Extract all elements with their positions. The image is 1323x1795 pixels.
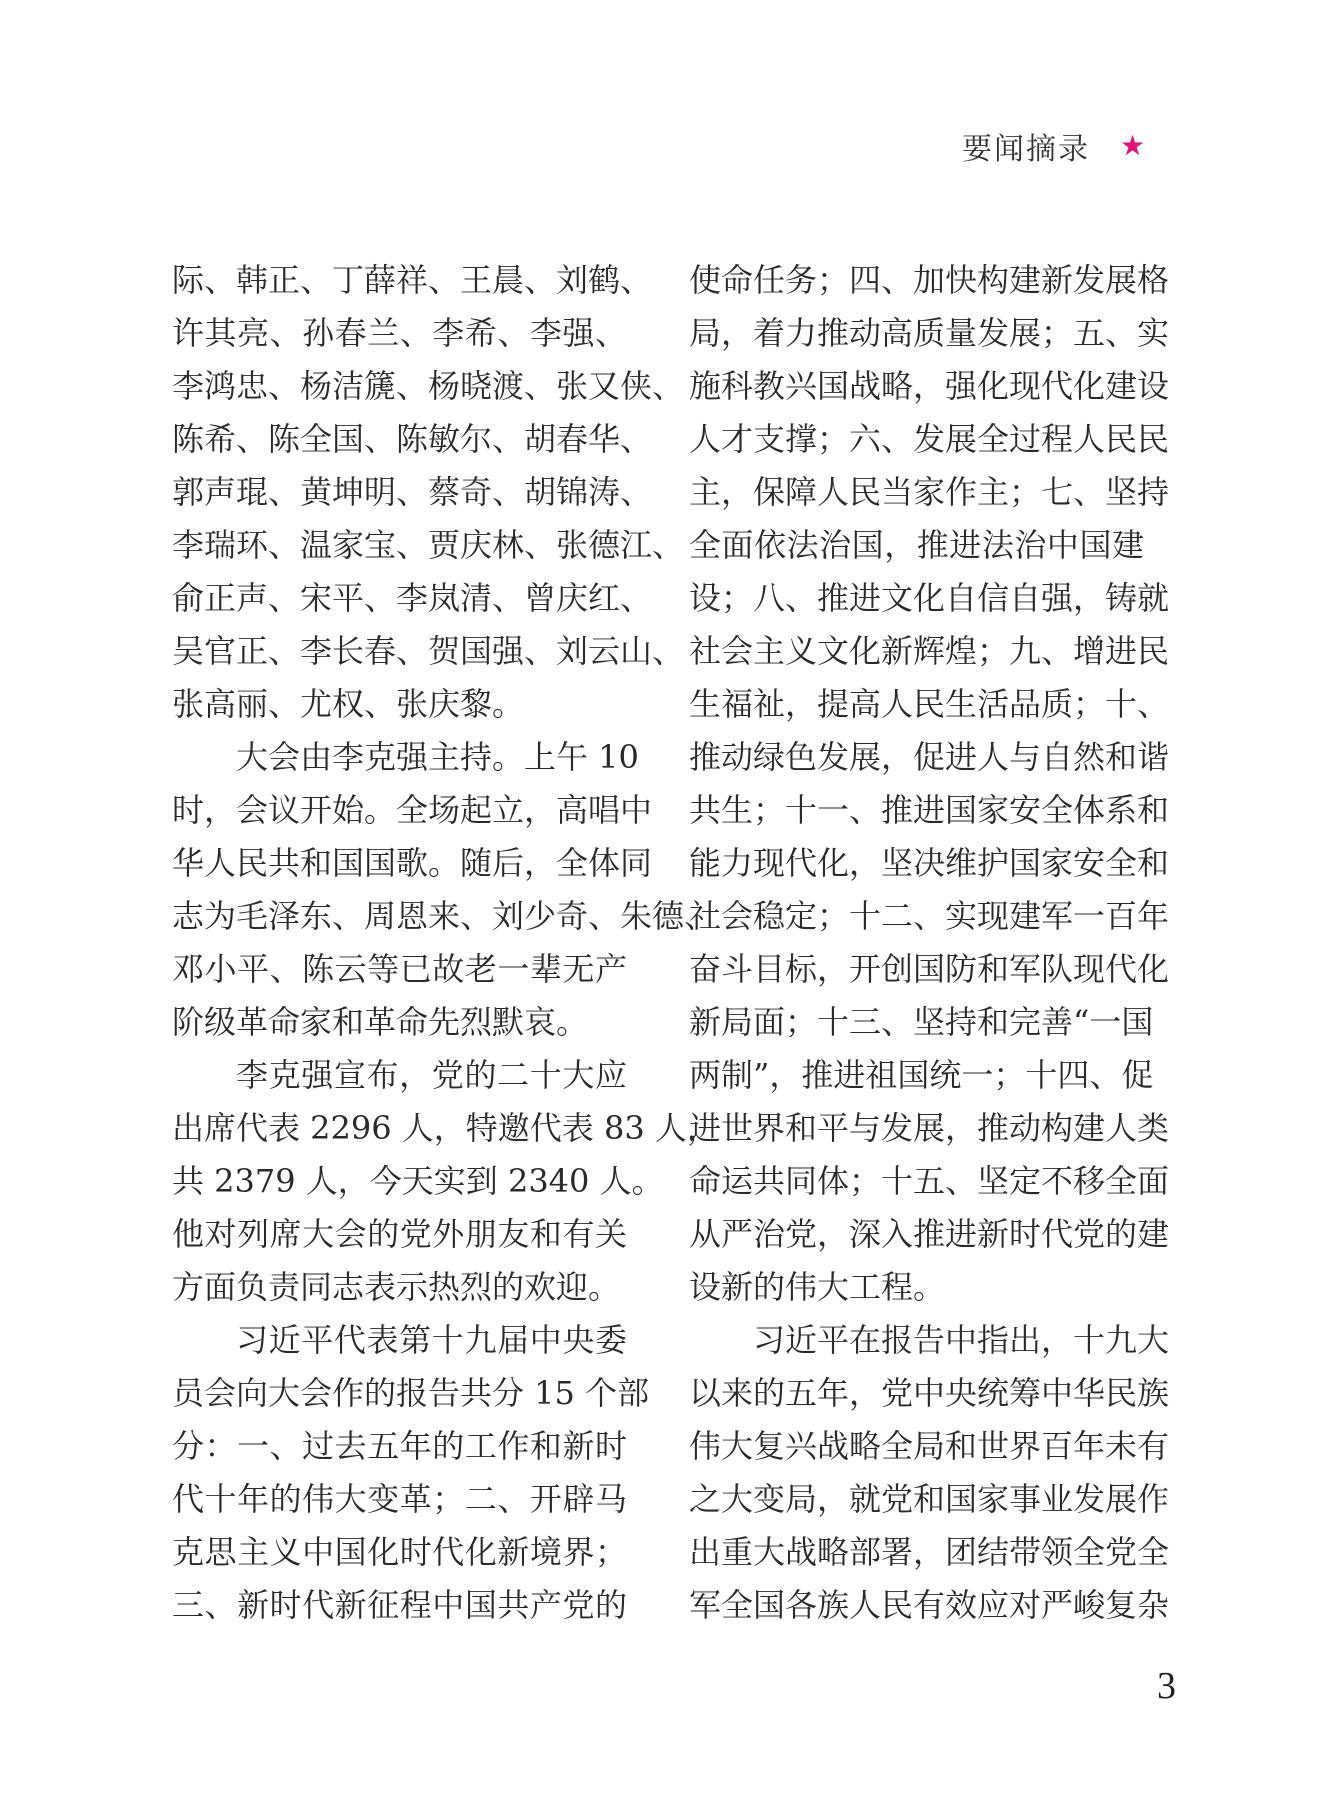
text-line: 两制”，推进祖国统一；十四、促 xyxy=(689,1056,1154,1094)
text-line: 习近平在报告中指出，十九大 xyxy=(753,1321,1170,1359)
text-line: 社会稳定；十二、实现建军一百年 xyxy=(689,897,1170,935)
text-line: 共 2379 人，今天实到 2340 人。 xyxy=(172,1162,664,1200)
text-line: 习近平代表第十九届中央委 xyxy=(236,1321,627,1359)
text-line: 社会主义文化新辉煌；九、增进民 xyxy=(689,632,1170,670)
text-line: 命运共同体；十五、坚定不移全面 xyxy=(689,1162,1170,1200)
text-line: 设新的伟大工程。 xyxy=(689,1268,946,1306)
text-line: 方面负责同志表示热烈的欢迎。 xyxy=(172,1268,621,1306)
text-line: 吴官正、李长春、贺国强、刘云山、 xyxy=(172,632,685,670)
left-text-column xyxy=(172,254,719,1632)
text-line: 施科教兴国战略，强化现代化建设 xyxy=(689,367,1170,405)
text-line: 人才支撑；六、发展全过程人民民 xyxy=(689,420,1170,458)
text-line: 推动绿色发展，促进人与自然和谐 xyxy=(689,738,1170,776)
text-line: 郭声琨、黄坤明、蔡奇、胡锦涛、 xyxy=(172,473,653,511)
text-line: 际、韩正、丁薛祥、王晨、刘鹤、 xyxy=(172,261,653,299)
text-line: 奋斗目标，开创国防和军队现代化 xyxy=(689,950,1170,988)
text-line: 生福祉，提高人民生活品质；十、 xyxy=(689,685,1170,723)
text-line: 许其亮、孙春兰、李希、李强、 xyxy=(172,314,627,352)
text-line: 伟大复兴战略全局和世界百年未有 xyxy=(689,1427,1170,1465)
text-line: 使命任务；四、加快构建新发展格 xyxy=(689,261,1170,299)
text-line: 邓小平、陈云等已故老一辈无产 xyxy=(172,950,627,988)
text-line: 时，会议开始。全场起立，高唱中 xyxy=(172,791,653,829)
text-line: 全面依法治国，推进法治中国建 xyxy=(689,526,1144,564)
text-line: 出席代表 2296 人，特邀代表 83 人， xyxy=(172,1109,719,1147)
text-line: 三、新时代新征程中国共产党的 xyxy=(172,1586,627,1624)
text-line: 出重大战略部署，团结带领全党全 xyxy=(689,1533,1170,1571)
text-line: 以来的五年，党中央统筹中华民族 xyxy=(689,1374,1170,1412)
text-line: 员会向大会作的报告共分 15 个部 xyxy=(172,1374,650,1412)
star-icon: ★ xyxy=(1120,129,1146,162)
text-line: 能力现代化，坚决维护国家安全和 xyxy=(689,844,1170,882)
text-line: 共生；十一、推进国家安全体系和 xyxy=(689,791,1170,829)
page-number: 3 xyxy=(1157,1665,1176,1707)
text-line: 分：一、过去五年的工作和新时 xyxy=(172,1427,627,1465)
text-line: 进世界和平与发展，推动构建人类 xyxy=(689,1109,1170,1147)
text-line: 代十年的伟大变革；二、开辟马 xyxy=(172,1480,627,1518)
text-line: 从严治党，深入推进新时代党的建 xyxy=(689,1215,1170,1253)
text-line: 局，着力推动高质量发展；五、实 xyxy=(689,314,1170,352)
text-line: 张高丽、尤权、张庆黎。 xyxy=(172,685,525,723)
text-line: 俞正声、宋平、李岚清、曾庆红、 xyxy=(172,579,653,617)
text-line: 克思主义中国化时代化新境界； xyxy=(172,1533,627,1571)
running-header xyxy=(962,126,1162,166)
text-line: 主，保障人民当家作主；七、坚持 xyxy=(689,473,1170,511)
text-line: 新局面；十三、坚持和完善“一国 xyxy=(689,1003,1154,1041)
text-line: 军全国各族人民有效应对严峻复杂 xyxy=(689,1586,1170,1624)
text-line: 大会由李克强主持。上午 10 xyxy=(236,738,639,776)
text-line: 李鸿忠、杨洁篪、杨晓渡、张又侠、 xyxy=(172,367,685,405)
text-line: 他对列席大会的党外朋友和有关 xyxy=(172,1215,627,1253)
text-line: 李瑞环、温家宝、贾庆林、张德江、 xyxy=(172,526,685,564)
text-line: 华人民共和国国歌。随后，全体同 xyxy=(172,844,653,882)
text-line: 李克强宣布，党的二十大应 xyxy=(236,1056,627,1094)
right-text-column xyxy=(689,254,1170,1632)
text-line: 之大变局，就党和国家事业发展作 xyxy=(689,1480,1170,1518)
text-line: 志为毛泽东、周恩来、刘少奇、朱德、 xyxy=(172,897,717,935)
text-line: 设；八、推进文化自信自强，铸就 xyxy=(689,579,1170,617)
section-title: 要闻摘录 xyxy=(962,132,1090,167)
text-line: 阶级革命家和革命先烈默哀。 xyxy=(172,1003,589,1041)
text-line: 陈希、陈全国、陈敏尔、胡春华、 xyxy=(172,420,653,458)
